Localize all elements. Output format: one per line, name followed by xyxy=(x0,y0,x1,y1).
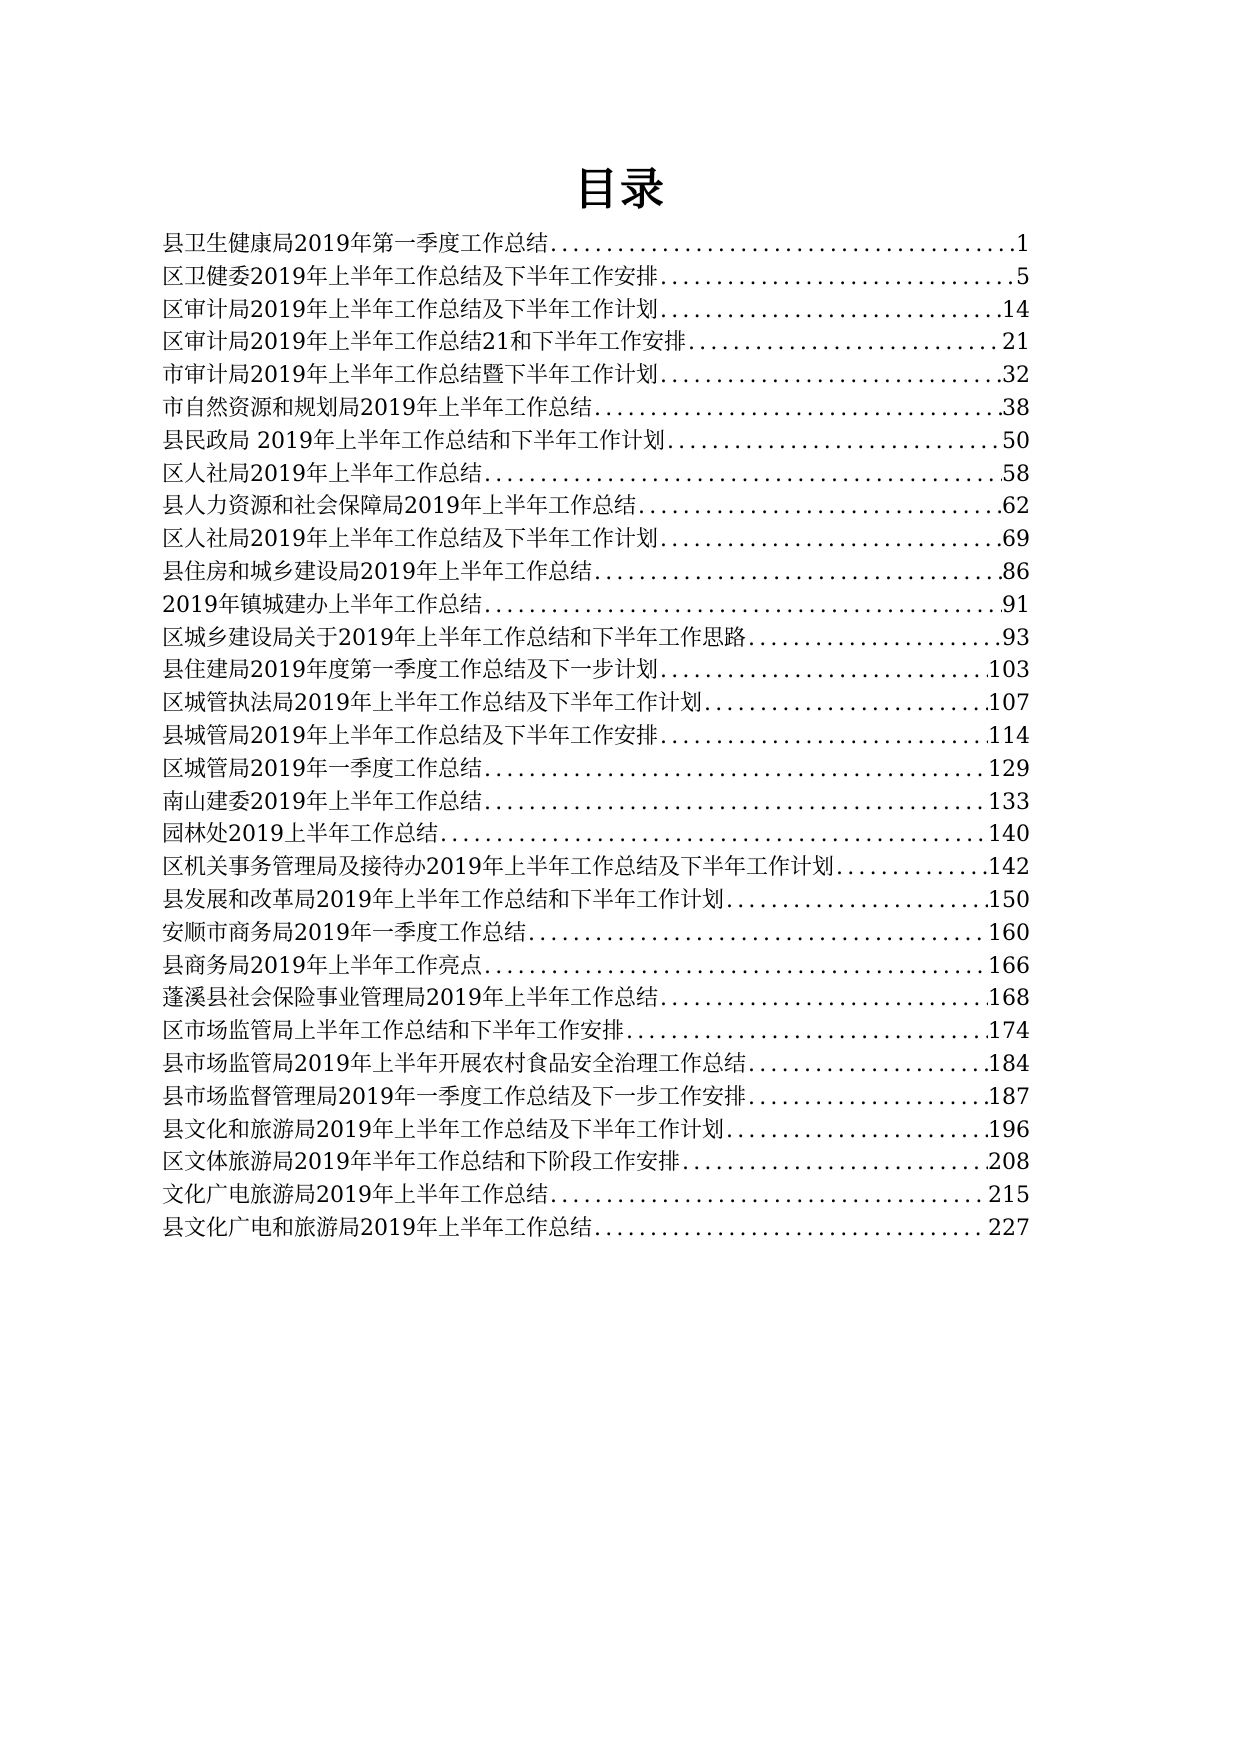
dot-leader xyxy=(482,951,988,984)
dot-leader xyxy=(658,655,988,688)
toc-entry[interactable] xyxy=(162,229,1030,262)
toc-entry[interactable] xyxy=(162,524,1030,557)
dot-leader xyxy=(658,983,988,1016)
toc-entry-title: 县商务局2019年上半年工作亮点 xyxy=(162,953,482,979)
toc-entry[interactable] xyxy=(162,1213,1030,1246)
dot-leader xyxy=(658,295,1002,328)
toc-page-number: 166 xyxy=(988,953,1030,979)
toc-entry-title: 市自然资源和规划局2019年上半年工作总结 xyxy=(162,395,592,421)
dot-leader xyxy=(636,491,1002,524)
toc-entry[interactable] xyxy=(162,655,1030,688)
toc-page-number: 160 xyxy=(988,920,1030,946)
toc-page-number: 32 xyxy=(1002,363,1030,389)
toc-entry-title: 文化广电旅游局2019年上半年工作总结 xyxy=(162,1183,548,1209)
toc-entry-title: 县住建局2019年度第一季度工作总结及下一步计划 xyxy=(162,658,658,684)
toc-entry[interactable] xyxy=(162,918,1030,951)
toc-entry-title: 县住房和城乡建设局2019年上半年工作总结 xyxy=(162,559,592,585)
dot-leader xyxy=(658,721,988,754)
toc-entry-title: 区机关事务管理局及接待办2019年上半年工作总结及下半年工作计划 xyxy=(162,855,834,881)
toc-entry[interactable] xyxy=(162,393,1030,426)
dot-leader xyxy=(482,787,988,820)
toc-entry-title: 区文体旅游局2019年半年工作总结和下阶段工作安排 xyxy=(162,1150,680,1176)
toc-entry-title: 县人力资源和社会保障局2019年上半年工作总结 xyxy=(162,494,636,520)
toc-entry[interactable] xyxy=(162,1082,1030,1115)
toc-entry-title: 区审计局2019年上半年工作总结21和下半年工作安排 xyxy=(162,330,686,356)
toc-page-number: 50 xyxy=(1002,428,1030,454)
dot-leader xyxy=(746,623,1002,656)
toc-entry-title: 安顺市商务局2019年一季度工作总结 xyxy=(162,920,526,946)
dot-leader xyxy=(438,819,988,852)
toc-entry[interactable] xyxy=(162,623,1030,656)
toc-page-number: 133 xyxy=(988,789,1030,815)
toc-entry-title: 县卫生健康局2019年第一季度工作总结 xyxy=(162,232,548,257)
toc-entry-title: 园林处2019上半年工作总结 xyxy=(162,822,438,848)
dot-leader xyxy=(746,1049,988,1082)
toc-entry[interactable] xyxy=(162,327,1030,360)
toc-entry-title: 蓬溪县社会保险事业管理局2019年上半年工作总结 xyxy=(162,986,658,1012)
toc-entry-title: 区审计局2019年上半年工作总结及下半年工作计划 xyxy=(162,297,658,323)
toc-page-number: 58 xyxy=(1002,461,1030,487)
toc-entry[interactable] xyxy=(162,852,1030,885)
toc-entry-title: 县城管局2019年上半年工作总结及下半年工作安排 xyxy=(162,723,658,749)
toc-entry-title: 2019年镇城建办上半年工作总结 xyxy=(162,592,482,618)
toc-entry-title: 区人社局2019年上半年工作总结及下半年工作计划 xyxy=(162,527,658,553)
dot-leader xyxy=(724,885,988,918)
toc-entry-title: 县发展和改革局2019年上半年工作总结和下半年工作计划 xyxy=(162,887,724,913)
dot-leader xyxy=(624,1016,988,1049)
dot-leader xyxy=(658,360,1002,393)
page-title: 目录 xyxy=(574,164,666,215)
toc-entry[interactable] xyxy=(162,1049,1030,1082)
toc-entry[interactable] xyxy=(162,557,1030,590)
toc-entry-title: 县市场监管局2019年上半年开展农村食品安全治理工作总结 xyxy=(162,1051,746,1077)
dot-leader xyxy=(658,262,1016,295)
toc-entry[interactable] xyxy=(162,1180,1030,1213)
toc-page-number: 174 xyxy=(988,1019,1030,1045)
toc-entry[interactable] xyxy=(162,951,1030,984)
toc-page-number: 168 xyxy=(988,986,1030,1012)
toc-entry[interactable] xyxy=(162,491,1030,524)
toc-page-number: 142 xyxy=(988,855,1030,881)
toc-page-number: 69 xyxy=(1002,527,1030,553)
toc-page-number: 184 xyxy=(988,1051,1030,1077)
toc-page-number: 62 xyxy=(1002,494,1030,520)
toc-entry[interactable] xyxy=(162,360,1030,393)
toc-entry[interactable] xyxy=(162,590,1030,623)
toc-entry[interactable] xyxy=(162,787,1030,820)
toc-page-number: 21 xyxy=(1002,330,1030,356)
toc-entry[interactable] xyxy=(162,262,1030,295)
dot-leader xyxy=(665,426,1002,459)
toc-entry-title: 县民政局 2019年上半年工作总结和下半年工作计划 xyxy=(162,428,665,454)
dot-leader xyxy=(482,754,988,787)
dot-leader xyxy=(834,852,988,885)
dot-leader xyxy=(592,393,1002,426)
toc-page-number: 196 xyxy=(988,1117,1030,1143)
toc-page-number: 93 xyxy=(1002,625,1030,651)
toc-entry[interactable] xyxy=(162,983,1030,1016)
toc-entry[interactable] xyxy=(162,426,1030,459)
toc-page-number: 114 xyxy=(988,723,1030,749)
toc-entry-title: 区城管执法局2019年上半年工作总结及下半年工作计划 xyxy=(162,691,702,717)
dot-leader xyxy=(592,1213,988,1246)
toc-entry-title: 区城乡建设局关于2019年上半年工作总结和下半年工作思路 xyxy=(162,625,746,651)
dot-leader xyxy=(592,557,1002,590)
toc-page-number: 227 xyxy=(988,1215,1030,1241)
toc-page-number: 129 xyxy=(988,756,1030,782)
toc-page-number: 103 xyxy=(988,658,1030,684)
dot-leader xyxy=(680,1147,988,1180)
toc-entry[interactable] xyxy=(162,1147,1030,1180)
toc-entry-title: 市审计局2019年上半年工作总结暨下半年工作计划 xyxy=(162,363,658,389)
dot-leader xyxy=(548,1180,988,1213)
dot-leader xyxy=(526,918,988,951)
toc-page-number: 140 xyxy=(988,822,1030,848)
toc-entry-title: 区人社局2019年上半年工作总结 xyxy=(162,461,482,487)
dot-leader xyxy=(724,1115,988,1148)
dot-leader xyxy=(482,459,1002,492)
toc-entry-title: 县文化广电和旅游局2019年上半年工作总结 xyxy=(162,1215,592,1241)
toc-entry[interactable] xyxy=(162,721,1030,754)
toc-page-number: 86 xyxy=(1002,559,1030,585)
toc-entry[interactable] xyxy=(162,459,1030,492)
toc-page-number: 150 xyxy=(988,887,1030,913)
toc-entry-title: 区卫健委2019年上半年工作总结及下半年工作安排 xyxy=(162,264,658,290)
toc-page-number: 1 xyxy=(1016,232,1030,257)
toc-page-number: 187 xyxy=(988,1084,1030,1110)
toc-page-number: 38 xyxy=(1002,395,1030,421)
toc-page-number: 215 xyxy=(988,1183,1030,1209)
toc-entry-title: 南山建委2019年上半年工作总结 xyxy=(162,789,482,815)
toc-entry[interactable] xyxy=(162,1016,1030,1049)
toc-entry-title: 县市场监督管理局2019年一季度工作总结及下一步工作安排 xyxy=(162,1084,746,1110)
dot-leader xyxy=(482,590,1002,623)
toc-entry[interactable] xyxy=(162,1115,1030,1148)
toc-entry[interactable] xyxy=(162,885,1030,918)
toc-page-number: 107 xyxy=(988,691,1030,717)
dot-leader xyxy=(746,1082,988,1115)
toc-entry[interactable] xyxy=(162,688,1030,721)
toc-entry[interactable] xyxy=(162,754,1030,787)
toc-entry-title: 县文化和旅游局2019年上半年工作总结及下半年工作计划 xyxy=(162,1117,724,1143)
toc-page-number: 208 xyxy=(988,1150,1030,1176)
dot-leader xyxy=(658,524,1002,557)
toc-page-number: 91 xyxy=(1002,592,1030,618)
toc-entry[interactable] xyxy=(162,295,1030,328)
toc-page-number: 5 xyxy=(1016,264,1030,290)
toc-entry[interactable] xyxy=(162,819,1030,852)
dot-leader xyxy=(702,688,988,721)
dot-leader xyxy=(686,327,1002,360)
dot-leader xyxy=(548,229,1016,262)
toc-page-number: 14 xyxy=(1002,297,1030,323)
toc-entry-title: 区市场监管局上半年工作总结和下半年工作安排 xyxy=(162,1019,625,1045)
toc-entry-title: 区城管局2019年一季度工作总结 xyxy=(162,756,482,782)
table-of-contents xyxy=(162,229,1030,1246)
